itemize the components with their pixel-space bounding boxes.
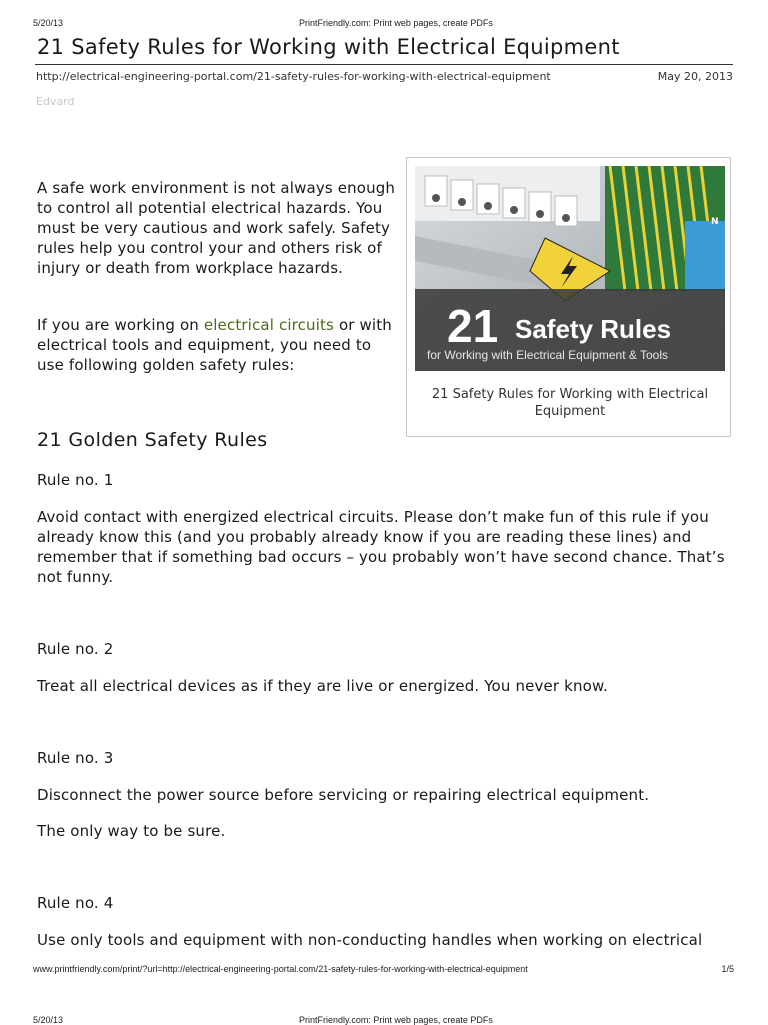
print-header-date: 5/20/13 <box>33 18 64 28</box>
print-header-date: 5/20/13 <box>33 1015 64 1025</box>
rule-text: Disconnect the power source before servicing or repairing electrical equipment. <box>37 786 650 804</box>
section-heading: 21 Golden Safety Rules <box>37 429 268 451</box>
rule-label: Rule no. 3 <box>37 749 114 767</box>
intro-paragraph-2 <box>37 315 397 375</box>
safety-rules-image[interactable] <box>415 166 725 371</box>
intro-paragraph: A safe work environment is not always enough to control all potential electrical hazards. You must be very cautious and work safely. Safety rules help you control your and others risk of injury or death from workplace hazards. <box>37 179 396 277</box>
article-title: 21 Safety Rules for Working with Electrical Equipment <box>37 35 620 59</box>
rule-label: Rule no. 1 <box>37 471 114 489</box>
rule-text: Use only tools and equipment with non-conducting handles when working on electrical <box>37 931 703 949</box>
article-figure <box>406 157 731 437</box>
rule-label: Rule no. 2 <box>37 640 114 658</box>
article-date: May 20, 2013 <box>657 70 733 83</box>
rule-text: Treat all electrical devices as if they are live or energized. You never know. <box>37 677 608 695</box>
title-divider <box>35 64 733 65</box>
rule-text: Avoid contact with energized electrical circuits. Please don’t make fun of this rule if you already know this (and you probably already know if you are reading these lines) and remember that if something bad occurs – you probably won’t have second chance. That’s not funny. <box>37 508 725 586</box>
svg-text:N: N <box>711 217 719 227</box>
image-heading: Safety Rules <box>515 314 672 344</box>
intro2-text-after: or with electrical tools and equipment, you need to use following golden safety rules: <box>37 316 392 374</box>
electrical-circuits-link[interactable]: electrical circuits <box>203 316 335 334</box>
source-url[interactable]: http://electrical-engineering-portal.com/21-safety-rules-for-working-with-electrical-equipment <box>36 70 551 83</box>
article-author: Edvard <box>36 95 75 108</box>
intro2-text-before: If you are working on <box>37 316 204 334</box>
print-header-title: PrintFriendly.com: Print web pages, create PDFs <box>299 18 493 28</box>
rule-label: Rule no. 4 <box>37 894 114 912</box>
image-number: 21 <box>447 300 499 352</box>
figure-caption: 21 Safety Rules for Working with Electrical Equipment <box>431 387 709 419</box>
image-subheading: for Working with Electrical Equipment & Tools <box>427 348 668 362</box>
print-header-title: PrintFriendly.com: Print web pages, create PDFs <box>299 1015 493 1025</box>
page-number: 1/5 <box>721 964 734 974</box>
rule-text-2: The only way to be sure. <box>37 822 226 840</box>
print-footer-url: www.printfriendly.com/print/?url=http://electrical-engineering-portal.com/21-safety-rules-for-working-with-electrical-equipment <box>33 964 528 974</box>
